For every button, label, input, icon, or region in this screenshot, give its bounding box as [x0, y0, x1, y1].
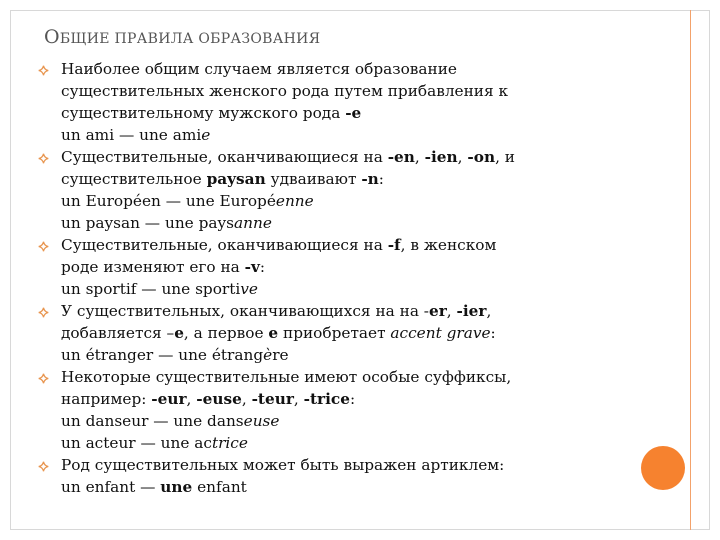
accent-line — [690, 10, 691, 530]
rule-emphasis: -n — [361, 170, 379, 188]
rule-item — [36, 454, 636, 498]
rule-text: , и — [495, 148, 515, 166]
rule-text: существительное — [61, 170, 207, 188]
rule-text: , — [241, 390, 252, 408]
rule-line — [61, 256, 636, 278]
rule-line — [61, 80, 636, 102]
rule-line — [61, 124, 636, 146]
rule-text: Существительные, оканчивающиеся на — [61, 148, 388, 166]
rule-line — [61, 58, 636, 80]
rule-line — [61, 212, 636, 234]
rule-emphasis: -v — [244, 258, 260, 276]
rule-text: un danseur — une dans — [61, 412, 244, 430]
rule-example-ending: enne — [275, 192, 314, 210]
rule-text: приобретает — [278, 324, 391, 342]
rule-text: un acteur — une ac — [61, 434, 212, 452]
rule-emphasis: -f — [387, 236, 401, 254]
rule-emphasis: -e — [345, 104, 362, 122]
rule-line — [61, 366, 636, 388]
rule-text: un étranger — une étrang — [61, 346, 264, 364]
rule-example-ending: è — [263, 346, 273, 364]
rule-text: , в женском — [400, 236, 497, 254]
rule-emphasis: paysan — [206, 170, 266, 188]
rule-line — [61, 300, 636, 322]
rule-line — [61, 344, 636, 366]
rule-text: , — [186, 390, 197, 408]
rule-text: un paysan — une pays — [61, 214, 234, 232]
rule-text: : — [490, 324, 496, 342]
title-first-letter: О — [44, 26, 60, 48]
rule-text: enfant — [192, 478, 247, 496]
rule-text: Существительные, оканчивающиеся на — [61, 236, 388, 254]
rule-line — [61, 146, 636, 168]
rule-line — [61, 278, 636, 300]
rule-text: Наиболее общим случаем является образование — [61, 60, 457, 78]
rule-example-ending: anne — [234, 214, 272, 232]
rule-text: un enfant — — [61, 478, 161, 496]
rule-emphasis: er — [428, 302, 447, 320]
rule-emphasis: -eur — [151, 390, 187, 408]
rule-text: У существительных, оканчивающихся на на - — [61, 302, 429, 320]
rule-emphasis: e — [268, 324, 279, 342]
rule-text: например: — [61, 390, 152, 408]
rule-text: добавляется – — [61, 324, 175, 342]
rule-emphasis: -euse — [196, 390, 242, 408]
diamond-bullet-icon — [38, 461, 49, 472]
rule-text: существительному мужского рода — [61, 104, 346, 122]
rule-emphasis: e — [174, 324, 184, 342]
rule-line — [61, 168, 636, 190]
rule-text: : — [349, 390, 356, 408]
rule-line — [61, 322, 636, 344]
rule-text: , — [414, 148, 425, 166]
rule-line — [61, 476, 636, 498]
rule-text: : — [378, 170, 384, 188]
diamond-bullet-icon — [38, 65, 49, 76]
rule-emphasis: -trice — [303, 390, 350, 408]
rules-list — [36, 58, 636, 498]
rule-emphasis: -on — [467, 148, 496, 166]
rule-text: Род существительных может быть выражен артиклем: — [61, 456, 505, 474]
rule-line — [61, 190, 636, 212]
rule-emphasis: une — [160, 478, 193, 496]
rule-text: , — [446, 302, 457, 320]
rule-item — [36, 234, 636, 300]
rule-item — [36, 146, 636, 234]
rule-example-ending: e — [201, 126, 211, 144]
rule-example-ending: accent grave — [390, 324, 491, 342]
accent-dot — [641, 446, 685, 490]
rule-line — [61, 388, 636, 410]
rule-line — [61, 454, 636, 476]
rule-line — [61, 410, 636, 432]
rule-line — [61, 432, 636, 454]
diamond-bullet-icon — [38, 373, 49, 384]
rule-text: , а первое — [183, 324, 269, 342]
rule-text: un sportif — une sporti — [61, 280, 241, 298]
rule-text: , — [457, 148, 468, 166]
rule-text: un ami — une ami — [61, 126, 202, 144]
rule-example-ending: euse — [243, 412, 280, 430]
rule-text: , — [486, 302, 492, 320]
rule-item — [36, 300, 636, 366]
rule-text: удваивают — [265, 170, 362, 188]
rule-item — [36, 366, 636, 454]
rule-text: : — [259, 258, 266, 276]
rule-example-ending: trice — [211, 434, 248, 452]
rule-item — [36, 58, 636, 146]
rule-example-ending: ve — [240, 280, 258, 298]
title-rest: БЩИЕ ПРАВИЛА ОБРАЗОВАНИЯ — [59, 31, 321, 47]
rule-emphasis: -ien — [424, 148, 458, 166]
rule-text: роде изменяют его на — [61, 258, 245, 276]
rule-line — [61, 102, 636, 124]
rule-text: Некоторые существительные имеют особые суффиксы, — [61, 368, 512, 386]
rule-emphasis: -teur — [251, 390, 294, 408]
rule-text: , — [293, 390, 304, 408]
diamond-bullet-icon — [38, 153, 49, 164]
diamond-bullet-icon — [38, 307, 49, 318]
rule-text: re — [272, 346, 289, 364]
rule-emphasis: -ier — [456, 302, 487, 320]
rule-line — [61, 234, 636, 256]
diamond-bullet-icon — [38, 241, 49, 252]
slide-title — [44, 26, 320, 48]
rule-text: un Européen — une Europé — [61, 192, 276, 210]
rule-emphasis: -en — [387, 148, 415, 166]
rule-text: существительных женского рода путем прибавления к — [61, 82, 509, 100]
